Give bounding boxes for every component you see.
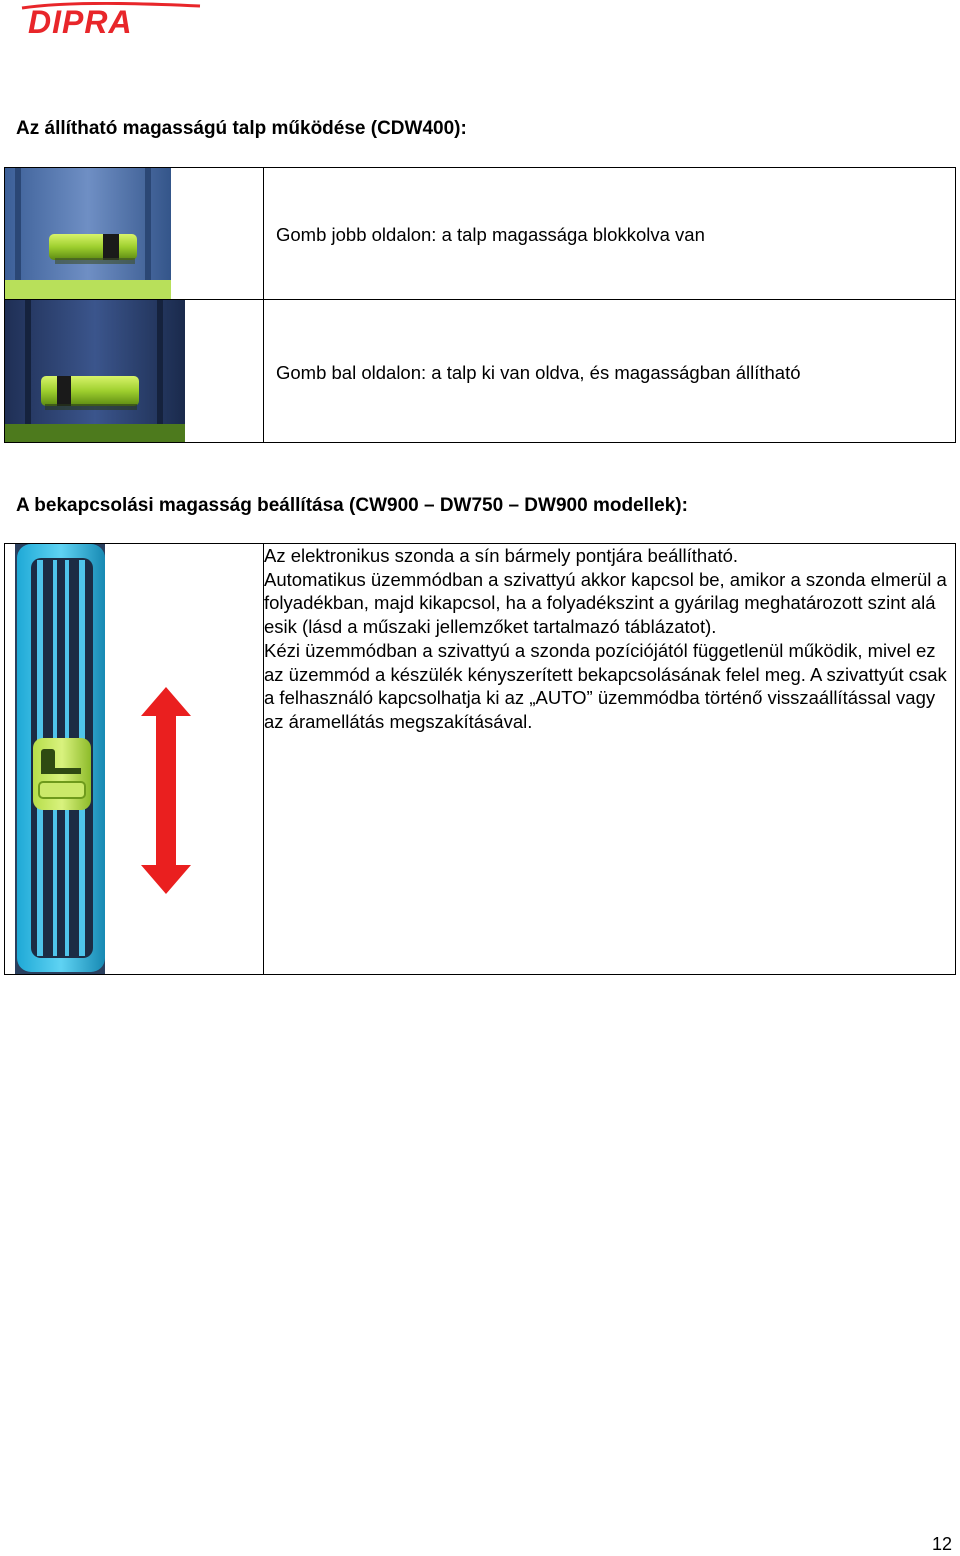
paragraph: Automatikus üzemmódban a szivattyú akkor kapcsol be, amikor a szonda elmerül a folyadékban, majd kikapcsol, ha a folyadékszint a gyárilag meghatározott szint alá esik (lásd a műszaki jellemzőket tartalmazó táblázatot). [264,568,947,638]
table-row [5,300,956,443]
text-cell [264,168,956,300]
text-cell [264,300,956,443]
double-arrow-icon [141,687,191,894]
section-1-title: Az állítható magasságú talp működése (CDW400): [16,118,467,139]
row-1-text: Gomb jobb oldalon: a talp magassága blokkolva van [276,224,705,245]
row-2-text: Gomb bal oldalon: a talp ki van oldva, és magasságban állítható [276,362,801,383]
logo-text: DIPRA [28,4,133,36]
image-cell [5,544,264,975]
page-number: 12 [931,1534,952,1554]
probe-adjustment-table [4,543,956,975]
table-row [5,544,956,975]
foot-adjustment-table [4,167,956,443]
image-cell [5,168,264,300]
paragraph: Kézi üzemmódban a szivattyú a szonda pozíciójától függetlenül működik, mivel ez az üzemmód a készülék kényszerített bekapcsolásának felel meg. A szivattyút csak a felhasználó kapcsolhatja ki az „AUTO” üzemmódba történő visszaállítással vagy az áramellátás megszakításával. [264,639,947,732]
probe-rail-with-arrow-image [5,544,205,974]
foot-button-right-image [5,168,171,299]
table-row [5,168,956,300]
text-cell [264,544,956,975]
section-2-title: A bekapcsolási magasság beállítása (CW900 – DW750 – DW900 modellek): [16,495,688,516]
paragraph: Az elektronikus szonda a sín bármely pontjára beállítható. [264,545,739,566]
image-cell [5,300,264,443]
dipra-logo [16,2,206,36]
foot-button-left-image [5,300,185,442]
